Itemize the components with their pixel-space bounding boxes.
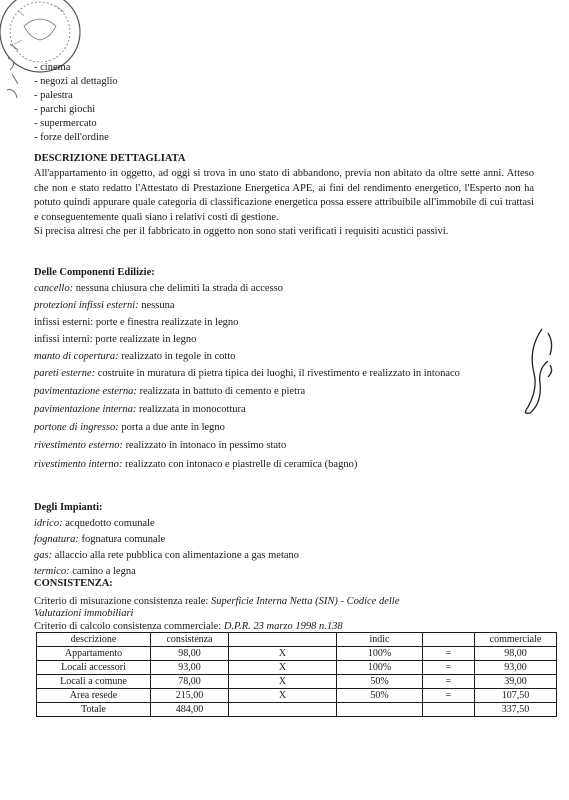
cell-indice: 50% xyxy=(337,675,423,689)
list-item: - negozi al dettaglio xyxy=(34,76,118,87)
side-stamp-mark xyxy=(4,40,26,110)
componente-item: cancello: nessuna chiusura che delimiti la strada di accesso xyxy=(34,283,283,294)
impianto-item: fognatura: fognatura comunale xyxy=(34,534,166,545)
cell-indice: 50% xyxy=(337,689,423,703)
componente-item: pavimentazione esterna: realizzata in battuto di cemento e pietra xyxy=(34,386,306,397)
handwritten-signature xyxy=(520,325,560,415)
section-heading-descrizione: DESCRIZIONE DETTAGLIATA xyxy=(34,153,186,164)
section-heading-componenti: Delle Componenti Edilizie: xyxy=(34,267,155,278)
table-row xyxy=(37,689,557,703)
cell-commerciale: 39,00 xyxy=(475,675,557,689)
list-item: - forze dell'ordine xyxy=(34,132,109,143)
cell-empty xyxy=(423,703,475,717)
cell-eq: = xyxy=(423,675,475,689)
table-row xyxy=(37,647,557,661)
cell-totale-label: Totale xyxy=(37,703,151,717)
list-item: - palestra xyxy=(34,90,73,101)
cell-eq: = xyxy=(423,689,475,703)
impianto-item: idrico: acquedotto comunale xyxy=(34,518,155,529)
cell-descrizione: Area resede xyxy=(37,689,151,703)
cell-consistenza: 98,00 xyxy=(151,647,229,661)
componente-item: pavimentazione interna: realizzata in monocottura xyxy=(34,404,246,415)
criterio-misurazione-cont: Valutazioni immobiliari xyxy=(34,608,134,619)
cell-descrizione: Appartamento xyxy=(37,647,151,661)
header-x xyxy=(229,633,337,647)
header-eq xyxy=(423,633,475,647)
cell-totale-commerciale: 337,50 xyxy=(475,703,557,717)
cell-consistenza: 215,00 xyxy=(151,689,229,703)
criterio-misurazione: Criterio di misurazione consistenza reale: Superficie Interna Netta (SIN) - Codice delle xyxy=(34,596,400,607)
table-header-row xyxy=(37,633,557,647)
cell-commerciale: 93,00 xyxy=(475,661,557,675)
list-item: - parchi giochi xyxy=(34,104,96,115)
list-item: - cinema xyxy=(34,62,71,73)
cell-eq: = xyxy=(423,661,475,675)
list-item: - supermercato xyxy=(34,118,97,129)
componente-item: infissi esterni: porte e finestra realizzate in legno xyxy=(34,317,239,328)
header-descrizione: descrizione xyxy=(37,633,151,647)
componente-item: rivestimento esterno: realizzato in intonaco in pessimo stato xyxy=(34,440,287,451)
componente-item: infissi interni: porte realizzate in legno xyxy=(34,334,197,345)
criterio-calcolo: Criterio di calcolo consistenza commerciale: D.P.R. 23 marzo 1998 n.138 xyxy=(34,621,343,632)
componente-item: pareti esterne: costruite in muratura di pietra tipica dei luoghi, il rivestimento e realizzato in intonaco xyxy=(34,368,460,379)
cell-eq: = xyxy=(423,647,475,661)
table-total-row xyxy=(37,703,557,717)
cell-x: X xyxy=(229,661,337,675)
cell-x: X xyxy=(229,675,337,689)
descrizione-paragraph: All'appartamento in oggetto, ad oggi si trova in uno stato di abbandono, previa non abitato da oltre sette anni. Atteso che non e stato redatto l'Attestato di Prestazione Energetica APE, ai fini del rendimento energetico, l'Esperto non ha potuto quindi appurare quale categoria di classificazione energetica possa essere attribuibile all'immobile di cui trattasi e conseguentemente quali siano i relativi costi di gestione. xyxy=(34,168,534,223)
cell-consistenza: 93,00 xyxy=(151,661,229,675)
cell-commerciale: 107,50 xyxy=(475,689,557,703)
cell-descrizione: Locali a comune xyxy=(37,675,151,689)
cell-x: X xyxy=(229,647,337,661)
componente-item: manto di copertura: realizzato in tegole in cotto xyxy=(34,351,236,362)
cell-descrizione: Locali accessori xyxy=(37,661,151,675)
section-heading-impianti: Degli Impianti: xyxy=(34,502,103,513)
cell-indice: 100% xyxy=(337,661,423,675)
cell-empty xyxy=(229,703,337,717)
section-heading-consistenza: CONSISTENZA: xyxy=(34,578,113,589)
table-row xyxy=(37,675,557,689)
cell-totale-consistenza: 484,00 xyxy=(151,703,229,717)
componente-item: protezioni infissi esterni: nessuna xyxy=(34,300,175,311)
table-row xyxy=(37,661,557,675)
cell-empty xyxy=(337,703,423,717)
acustici-paragraph: Si precisa altresi che per il fabbricato in oggetto non sono stati verificati i requisiti acustici passivi. xyxy=(34,226,449,237)
cell-consistenza: 78,00 xyxy=(151,675,229,689)
header-commerciale: commerciale xyxy=(475,633,557,647)
impianto-item: gas: allaccio alla rete pubblica con alimentazione a gas metano xyxy=(34,550,300,561)
componente-item: rivestimento interno: realizzato con intonaco e piastrelle di ceramica (bagno) xyxy=(34,459,358,470)
cell-indice: 100% xyxy=(337,647,423,661)
cell-commerciale: 98,00 xyxy=(475,647,557,661)
impianto-item: termico: camino a legna xyxy=(34,566,136,577)
cell-x: X xyxy=(229,689,337,703)
componente-item: portone di ingresso: porta a due ante in legno xyxy=(34,422,225,433)
header-consistenza: consistenza xyxy=(151,633,229,647)
header-indice: indic xyxy=(337,633,423,647)
consistenza-table xyxy=(36,632,557,717)
